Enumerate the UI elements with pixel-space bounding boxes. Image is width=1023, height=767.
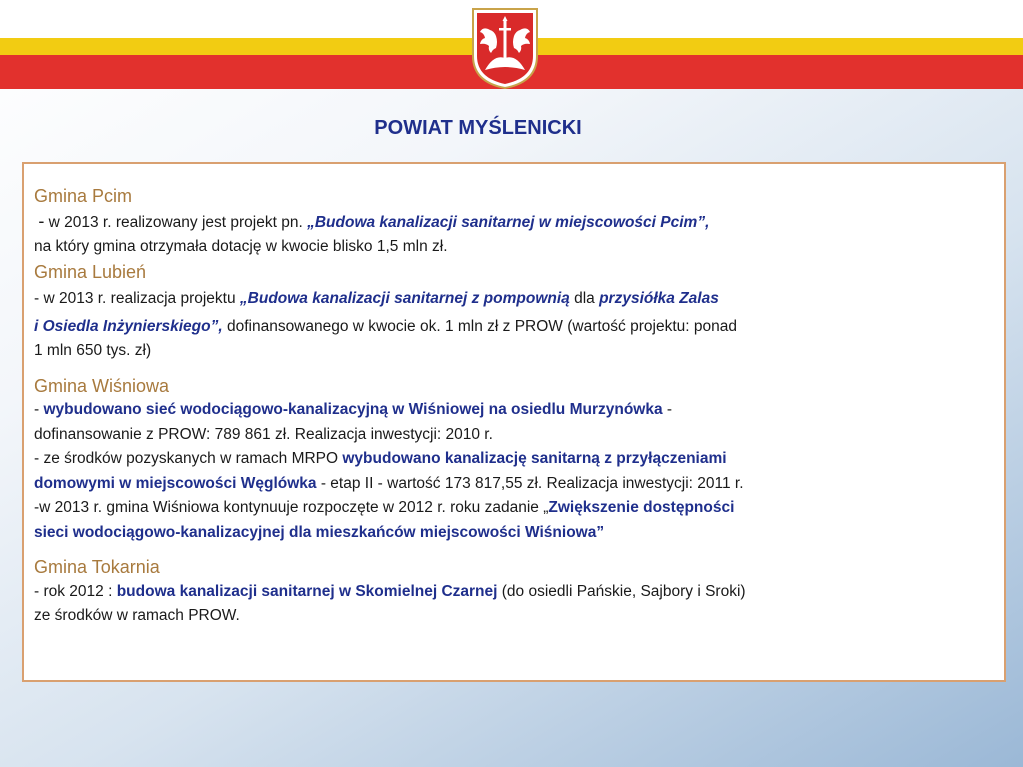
page-title: POWIAT MYŚLENICKI (374, 117, 582, 139)
tokarnia-line-2: ze środków w ramach PROW. (34, 607, 240, 624)
heading-gmina-tokarnia: Gmina Tokarnia (34, 557, 160, 577)
heading-gmina-wisniowa: Gmina Wiśniowa (34, 375, 170, 396)
wisniowa-line-4 (34, 472, 994, 497)
lubien-line-1 (34, 287, 994, 312)
content-text (34, 184, 994, 629)
tokarnia-project: budowa kanalizacji sanitarnej w Skomielnej Czarnej (116, 582, 498, 600)
lubien-text-1: - w 2013 r. realizacja projektu (34, 290, 240, 307)
lubien-project-title-3: i Osiedla Inżynierskiego”, (34, 317, 223, 335)
pcim-line-1 (34, 209, 994, 236)
tokarnia-text-2: (do osiedli Pańskie, Sajbory i Sroki) (497, 582, 746, 600)
pcim-project-title: „Budowa kanalizacji sanitarnej w miejscowości Pcim”, (307, 213, 710, 231)
lubien-line-3: 1 mln 650 tys. zł) (34, 342, 152, 359)
wisniowa-dash: - (34, 401, 44, 418)
tokarnia-text-1: - rok 2012 : (34, 582, 117, 600)
tokarnia-line-1 (34, 580, 994, 605)
lubien-line-2 (34, 315, 994, 340)
lubien-text-2: dofinansowanego w kwocie ok. 1 mln zł z PROW (wartość projektu: ponad (222, 317, 737, 335)
wisniowa-project-1: wybudowano sieć wodociągowo-kanalizacyjną w Wiśniowej na osiedlu Murzynówka (43, 401, 663, 418)
pcim-line-2: na który gmina otrzymała dotację w kwocie blisko 1,5 mln zł. (34, 238, 448, 255)
wisniowa-line-5 (34, 496, 994, 521)
wisniowa-project-2b: domowymi w miejscowości Węglówka (34, 474, 317, 492)
pcim-text: w 2013 r. realizowany jest projekt pn. (44, 213, 308, 231)
lubien-project-title-2: przysiółka Zalas (599, 290, 719, 307)
wisniowa-line-6: sieci wodociągowo-kanalizacyjnej dla mieszkańców miejscowości Wiśniowa” (34, 523, 605, 541)
wisniowa-text-3: - ze środków pozyskanych w ramach MRPO (34, 450, 343, 467)
lubien-project-title: „Budowa kanalizacji sanitarnej z pompownią (239, 290, 570, 307)
wisniowa-text-4: - etap II - wartość 173 817,55 zł. Realizacja inwestycji: 2011 r. (316, 474, 744, 492)
lubien-text-mid: dla (569, 290, 600, 307)
wisniowa-dash-2: - (662, 401, 673, 418)
wisniowa-text-5: -w 2013 r. gmina Wiśniowa kontynuuje rozpoczęte w 2012 r. roku zadanie „ (34, 499, 549, 516)
wisniowa-project-3: Zwiększenie dostępności (548, 499, 735, 516)
content-panel (22, 162, 1006, 682)
wisniowa-line-2: dofinansowanie z PROW: 789 861 zł. Realizacja inwestycji: 2010 r. (34, 425, 493, 443)
pcim-dash: - (38, 210, 45, 231)
wisniowa-line-1 (34, 398, 994, 423)
wisniowa-project-2: wybudowano kanalizację sanitarną z przyłączeniami (342, 450, 727, 467)
coat-of-arms-icon (470, 6, 540, 90)
heading-gmina-pcim: Gmina Pcim (34, 186, 133, 206)
heading-gmina-lubien: Gmina Lubień (34, 261, 147, 282)
wisniowa-line-3 (34, 447, 994, 472)
